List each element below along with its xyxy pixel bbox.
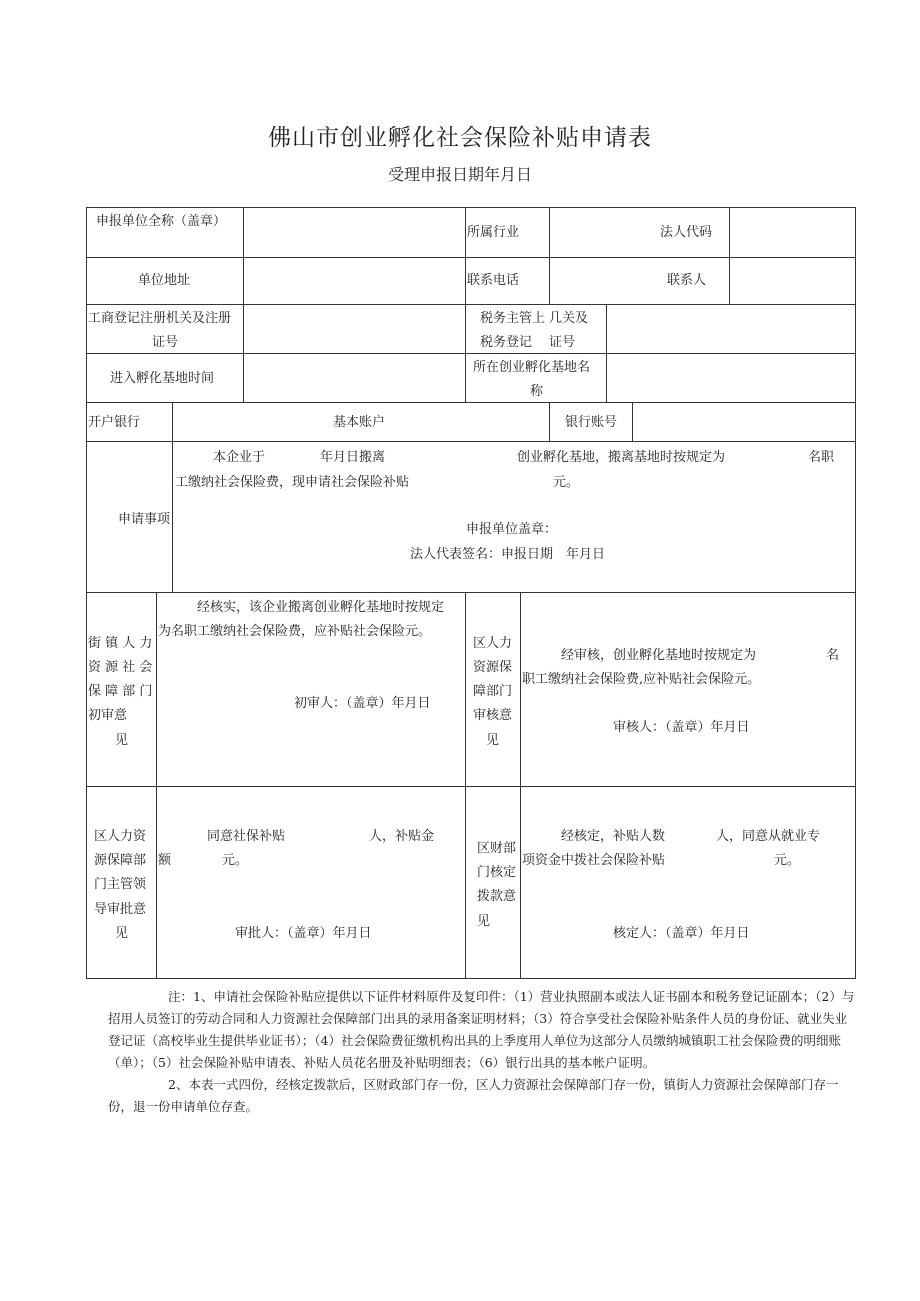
finance-label-3: 拨款意 — [477, 889, 517, 904]
industry-label: 所属行业 — [467, 225, 520, 240]
approve-sign: 审批人：（盖章）年月日 — [235, 926, 372, 941]
bank-account-label: 银行账号 — [565, 415, 618, 430]
approve-text-1: 同意社保补贴 — [207, 829, 286, 844]
bank-label: 开户银行 — [88, 415, 141, 430]
district-review-label-3: 障部门 — [473, 684, 513, 699]
street-label-4: 初审意 — [88, 708, 128, 723]
legal-code-label: 法人代码 — [660, 225, 713, 240]
approve-text-2b: 元。 — [222, 853, 249, 868]
apply-text-1a: 本企业于 — [213, 450, 266, 465]
note-2: 2、本表一式四份，经核定拨款后，区财政部门存一份，区人力资源社会保障部门存一份，镇街人力资源社会保障部门存一份，退一份申请单位存查。 — [108, 1077, 839, 1114]
district-review-label-4: 审核意 — [473, 708, 513, 723]
contact-label: 联系人 — [667, 273, 707, 288]
note-1: 注：1、申请社会保险补贴应提供以下证件材料原件及复印件：（1）营业执照副本或法人证书副本和税务登记证副本；（2）与招用人员签订的劳动合同和人力资源社会保障部门出具的录用备案证明材料；（3）符合享受社会保险补贴条件人员的身份证、就业失业登记证（高校毕业生提供毕业证书）；（4）社会保险费征缴机构出具的上季度用人单位为这部分人员缴纳城镇职工社会保险费的明细账（单）；（5）社会保险补贴申请表、补贴人员花名册及补贴明细表；（6）银行出具的基本帐户证明。 — [108, 989, 855, 1070]
finance-text-2: 项资金中拨社会保险补贴 — [522, 853, 666, 868]
tax-label-c: 税务登记 — [480, 335, 533, 350]
apply-seal: 申报单位盖章： — [466, 522, 558, 537]
page-subtitle: 受理申报日期年月日 — [387, 165, 532, 184]
street-text-2: 为名职工缴纳社会保险费，应补贴社会保险元。 — [158, 624, 432, 639]
base-name-label-line2: 称 — [530, 384, 544, 399]
finance-text-1b: 人，同意从就业专 — [716, 829, 821, 844]
street-sign: 初审人：（盖章）年月日 — [294, 696, 431, 711]
street-label-5: 见 — [115, 733, 129, 748]
tax-label-d: 证号 — [549, 335, 576, 350]
finance-label-2: 门核定 — [477, 865, 517, 880]
approve-label-2: 源保障部 — [94, 853, 147, 868]
finance-text-1: 经核定，补贴人数 — [561, 829, 666, 844]
phone-label: 联系电话 — [467, 273, 520, 288]
district-review-label-5: 见 — [486, 733, 500, 748]
district-review-text-2: 职工缴纳社会保险费,应补贴社会保险元。 — [522, 672, 761, 687]
page-title: 佛山市创业孵化社会保险补贴申请表 — [268, 125, 652, 151]
street-label-2: 资 源 社 会 — [88, 660, 153, 675]
basic-account-label: 基本账户 — [333, 415, 386, 430]
approve-text-1b: 人，补贴金 — [369, 829, 435, 844]
street-label-1: 街 镇 人 力 — [88, 636, 153, 651]
apply-text-2b: 元。 — [553, 475, 580, 490]
district-review-label-1: 区人力 — [473, 636, 513, 651]
district-review-label-2: 资源保 — [473, 660, 513, 675]
apply-text-1c: 创业孵化基地，搬离基地时按规定为 — [517, 450, 726, 465]
base-name-label-line1: 所在创业孵化基地名 — [473, 360, 591, 375]
finance-label-1: 区财部 — [477, 841, 517, 856]
notes — [108, 986, 856, 1118]
approve-label-4: 导审批意 — [94, 902, 147, 917]
registration-label-line1: 工商登记注册机关及注册 — [88, 311, 232, 326]
apply-text-1b: 年月日搬离 — [320, 450, 386, 465]
district-review-text-1b: 名 — [826, 648, 840, 663]
district-review-text-1: 经审核，创业孵化基地时按规定为 — [561, 648, 757, 663]
finance-label-4: 见 — [477, 914, 491, 929]
unit-name-label: 申报单位全称（盖章） — [96, 214, 227, 229]
finance-text-2b: 元。 — [774, 853, 801, 868]
approve-label-3: 门主管领 — [94, 877, 147, 892]
apply-sign: 法人代表签名：申报日期 年月日 — [410, 547, 606, 562]
district-review-sign: 审核人：（盖章）年月日 — [613, 720, 750, 735]
finance-sign: 核定人：（盖章）年月日 — [613, 926, 750, 941]
tax-label-a: 税务主管上 — [480, 311, 546, 326]
apply-text-2a: 工缴纳社会保险费，现申请社会保险补贴 — [175, 475, 410, 490]
street-text-1: 经核实，该企业搬离创业孵化基地时按规定 — [197, 600, 445, 615]
approve-text-2a: 额 — [158, 853, 172, 868]
enter-time-label: 进入孵化基地时间 — [110, 371, 215, 386]
approve-label-5: 见 — [115, 926, 129, 941]
apply-text-1d: 名职 — [808, 450, 835, 465]
street-label-3: 保 障 部 门 — [88, 684, 153, 699]
apply-label: 申请事项 — [118, 512, 171, 527]
tax-label-b: 几关及 — [549, 311, 589, 326]
approve-label-1: 区人力资 — [94, 829, 147, 844]
registration-label-line2: 证号 — [152, 335, 179, 350]
address-label: 单位地址 — [138, 273, 191, 288]
